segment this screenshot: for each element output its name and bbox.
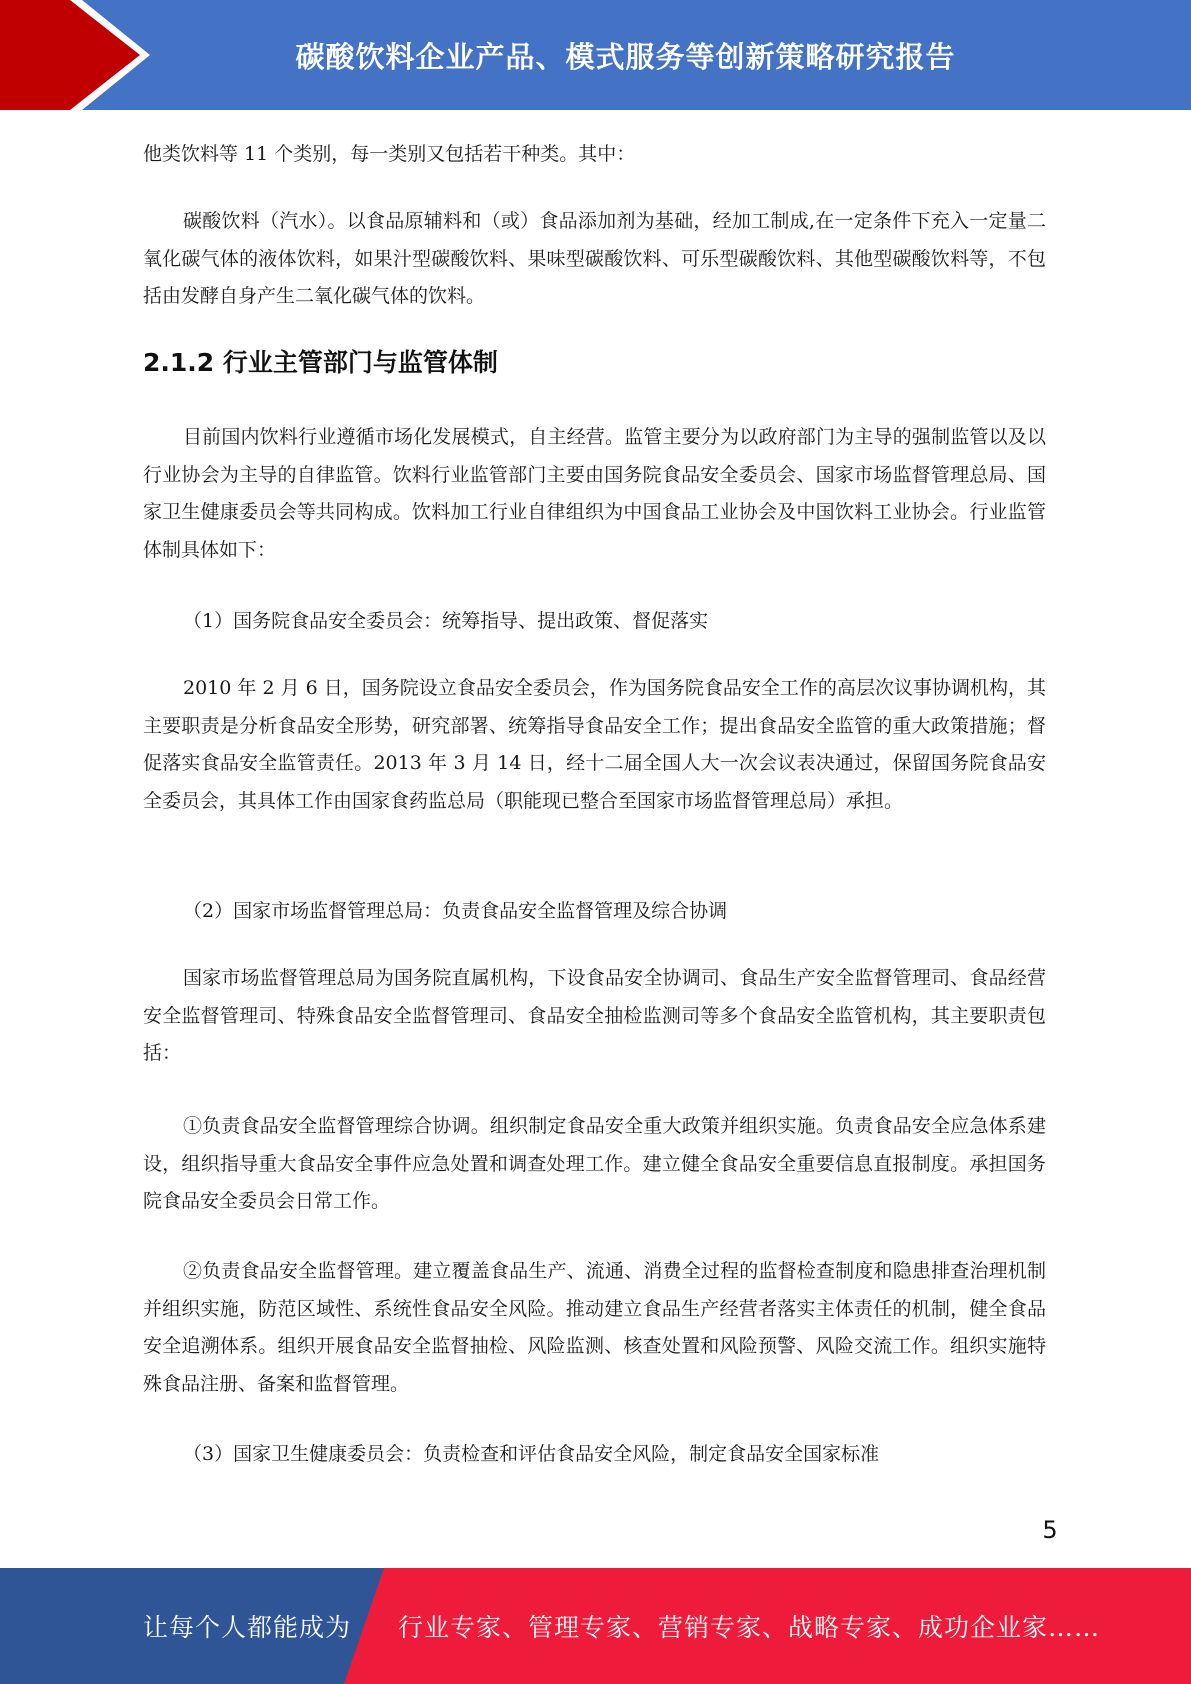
paragraph-duty-coordination: ①负责食品安全监督管理综合协调。组织制定食品安全重大政策并组织实施。负责食品安全应急体系建设，组织指导重大食品安全事件应急处置和调查处理工作。建立健全食品安全重要信息直报制度。承担国务院食品安全委员会日常工作。 bbox=[143, 1115, 1046, 1212]
page-footer bbox=[0, 1568, 1191, 1684]
paragraph-regulation-overview: 目前国内饮料行业遵循市场化发展模式，自主经营。监管主要分为以政府部门为主导的强制监管以及以行业协会为主导的自律监管。饮料行业监管部门主要由国务院食品安全委员会、国家市场监督管理总局、国家卫生健康委员会等共同构成。饮料加工行业自律组织为中国食品工业协会及中国饮料工业协会。行业监管体制具体如下： bbox=[143, 426, 1046, 561]
header-chevron-decoration bbox=[0, 0, 150, 110]
section-heading: 2.1.2 行业主管部门与监管体制 bbox=[143, 348, 498, 377]
list-item-health-commission: （3）国家卫生健康委员会：负责检查和评估食品安全风险，制定食品安全国家标准 bbox=[183, 1443, 880, 1465]
page-header bbox=[0, 0, 1191, 110]
paragraph-duty-supervision: ②负责食品安全监督管理。建立覆盖食品生产、流通、消费全过程的监督检查制度和隐患排查治理机制并组织实施，防范区域性、系统性食品安全风险。推动建立食品生产经营者落实主体责任的机制，健全食品安全追溯体系。组织开展食品安全监督抽检、风险监测、核查处置和风险预警、风险交流工作。组织实施特殊食品注册、备案和监督管理。 bbox=[143, 1260, 1046, 1395]
paragraph-intro-continued: 他类饮料等 11 个类别，每一类别又包括若干种类。其中： bbox=[143, 143, 636, 165]
paragraph-samr-structure: 国家市场监督管理总局为国务院直属机构，下设食品安全协调司、食品生产安全监督管理司、食品经营安全监督管理司、特殊食品安全监督管理司、食品安全抽检监测司等多个食品安全监管机构，其主要职责包括： bbox=[143, 967, 1046, 1064]
footer-slogan-left: 让每个人都能成为 bbox=[143, 1613, 352, 1642]
paragraph-committee-history: 2010 年 2 月 6 日，国务院设立食品安全委员会，作为国务院食品安全工作的高层次议事协调机构，其主要职责是分析食品安全形势，研究部署、统筹指导食品安全工作；提出食品安全监管的重大政策措施；督促落实食品安全监管责任。2013 年 3 月 14 日，经十二届全国人大一次会议表决通过，保留国务院食品安全委员会，其具体工作由国家食药监总局（职能现已整合至国家市场监督管理总局）承担。 bbox=[143, 677, 1046, 812]
list-item-state-council-committee: （1）国务院食品安全委员会：统筹指导、提出政策、督促落实 bbox=[183, 610, 709, 632]
footer-slogan-right: 行业专家、管理专家、营销专家、战略专家、成功企业家…… bbox=[398, 1613, 1101, 1642]
paragraph-carbonated-definition: 碳酸饮料（汽水）。以食品原辅料和（或）食品添加剂为基础，经加工制成,在一定条件下充入一定量二氧化碳气体的液体饮料，如果汁型碳酸饮料、果味型碳酸饮料、可乐型碳酸饮料、其他型碳酸饮料等，不包括由发酵自身产生二氧化碳气体的饮料。 bbox=[143, 210, 1046, 307]
report-title: 碳酸饮料企业产品、模式服务等创新策略研究报告 bbox=[295, 39, 956, 74]
page-number: 5 bbox=[1042, 1516, 1058, 1544]
list-item-samr: （2）国家市场监督管理总局：负责食品安全监督管理及综合协调 bbox=[183, 900, 728, 922]
